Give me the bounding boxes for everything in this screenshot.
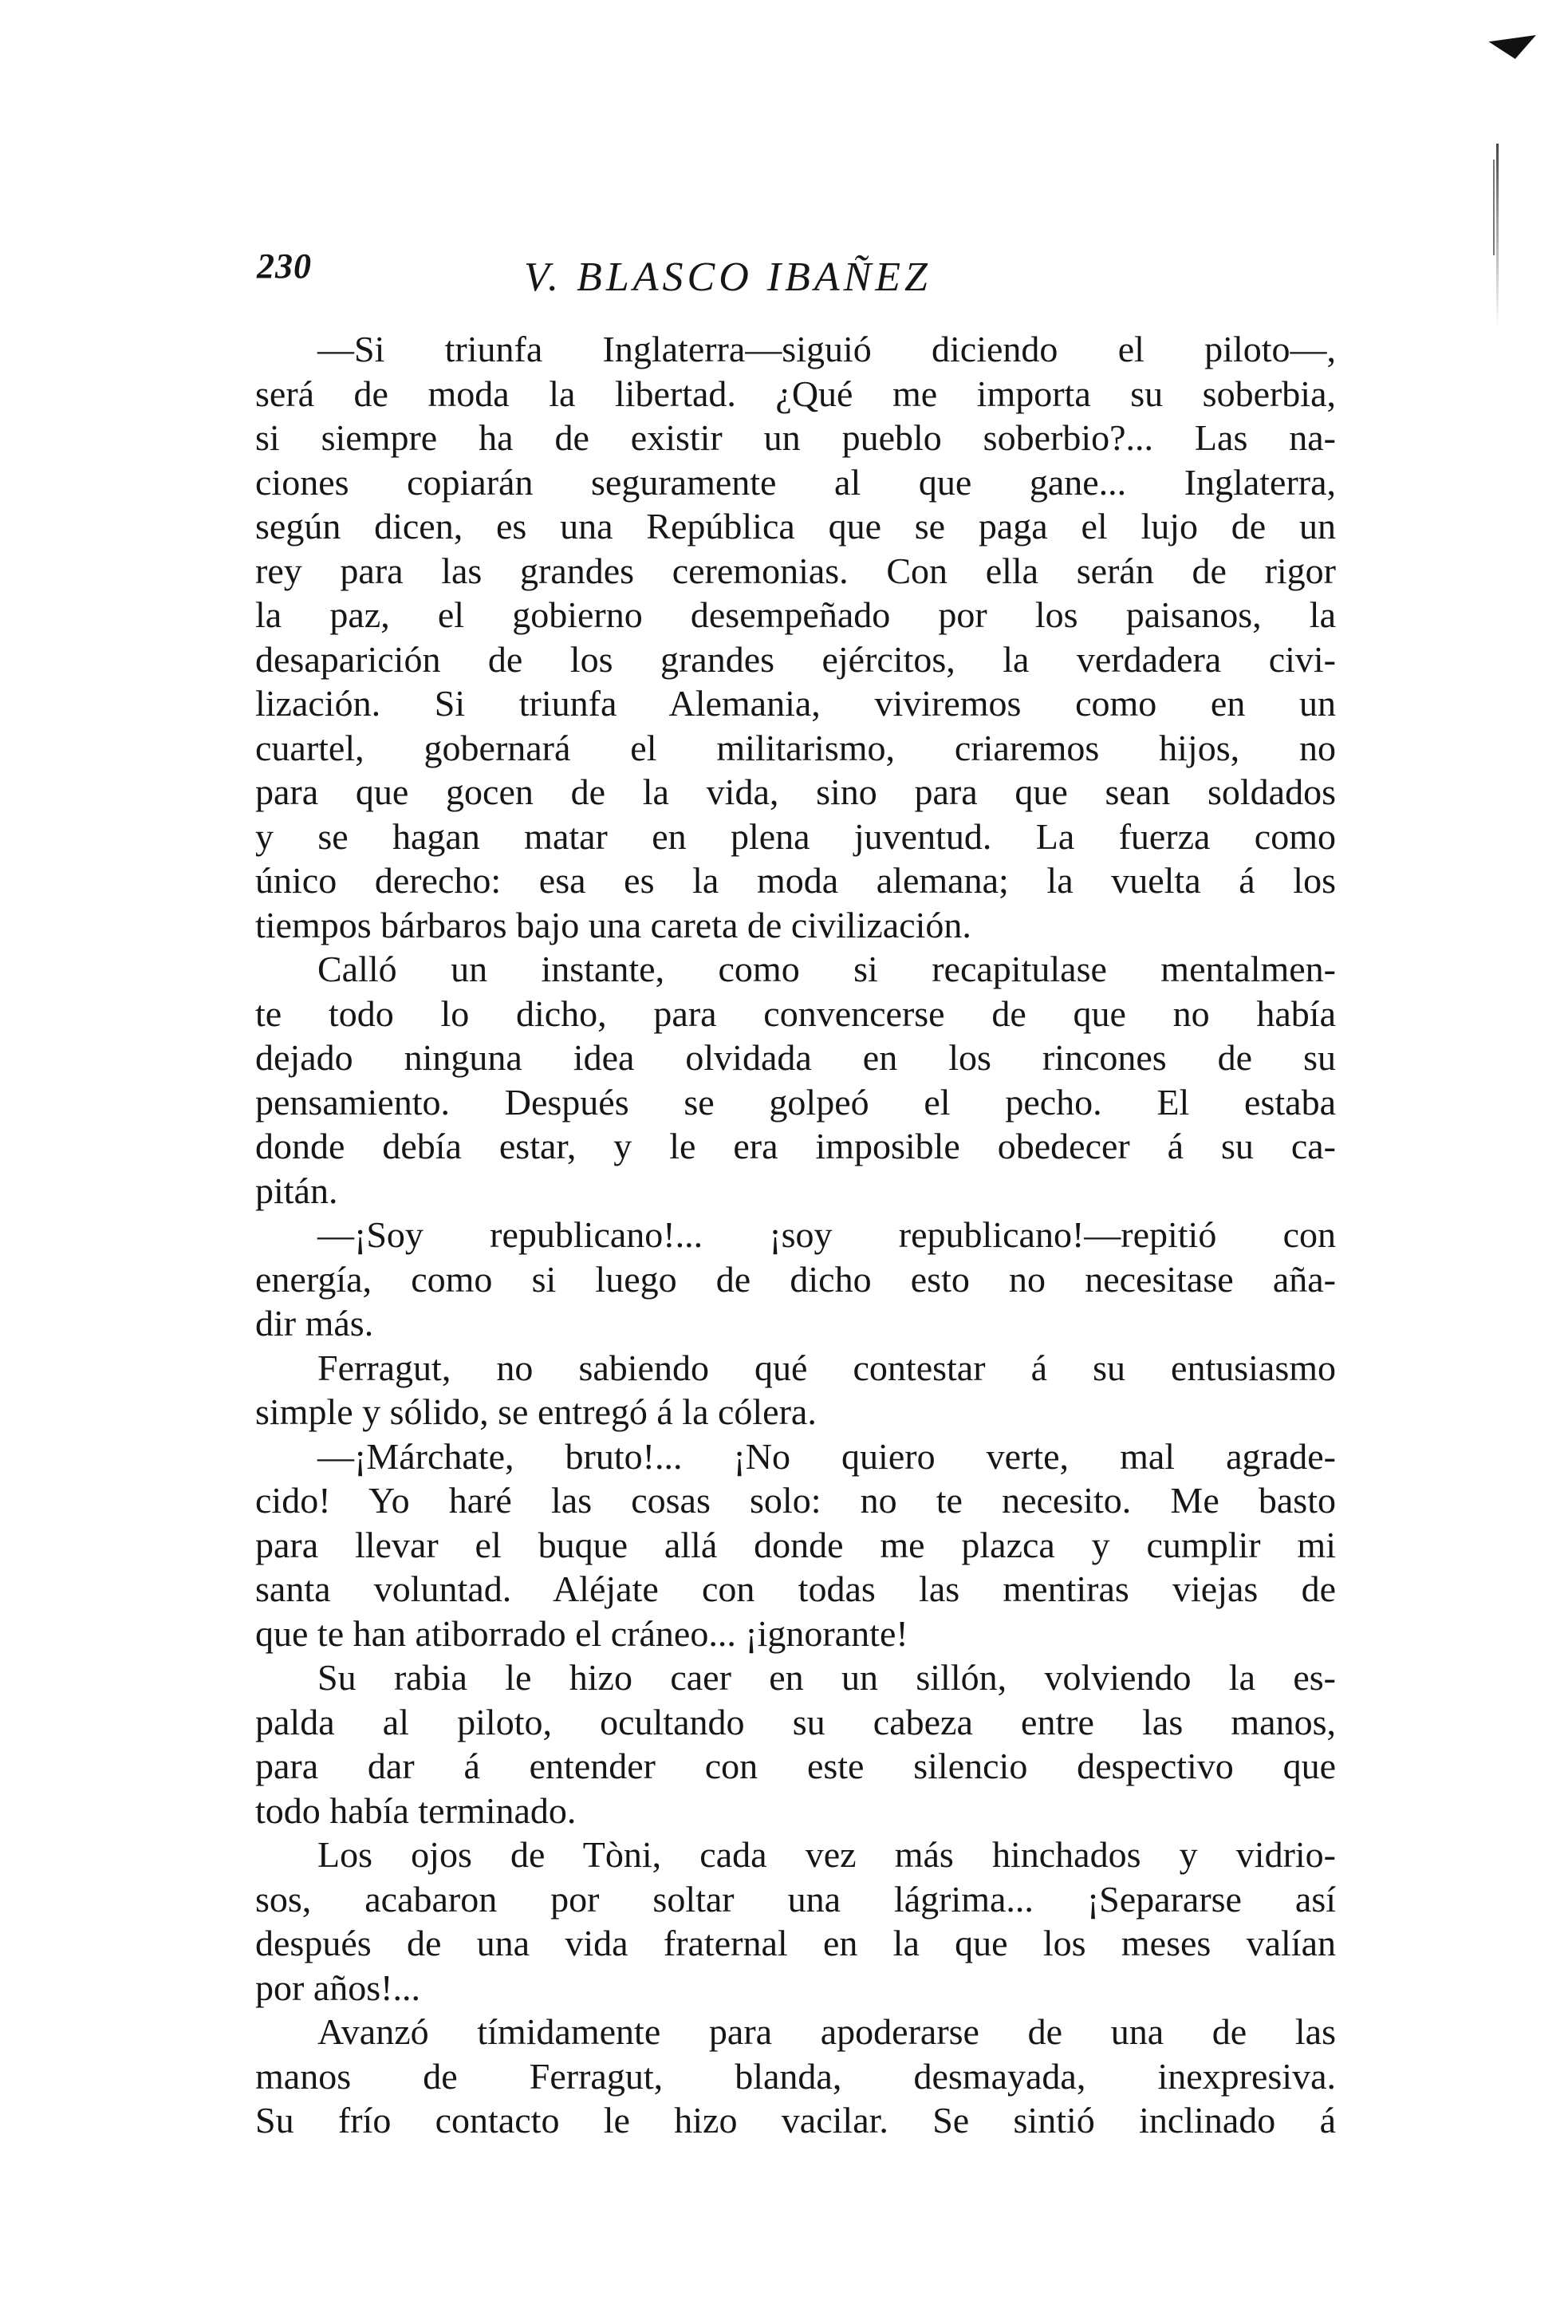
text-line: donde debía estar, y le era imposible obedecer á su ca- <box>255 1126 1336 1166</box>
text-line: dir más. <box>255 1303 374 1344</box>
running-head: V. BLASCO IBAÑEZ <box>524 254 932 300</box>
text-line: será de moda la libertad. ¿Qué me importa su soberbia, <box>255 373 1336 414</box>
text-line: manos de Ferragut, blanda, desmayada, inexpresiva. <box>255 2055 1336 2097</box>
text-line: sos, acabaron por soltar una lágrima... ¡Separarse así <box>255 1878 1336 1920</box>
text-line: Avanzó tímidamente para apoderarse de una de las <box>317 2011 1336 2052</box>
text-line: Ferragut, no sabiendo qué contestar á su entusiasmo <box>317 1347 1336 1388</box>
text-line: —Si triunfa Inglaterra—siguió diciendo el piloto—, <box>317 329 1336 369</box>
page-header <box>257 236 1341 300</box>
text-line: Su frío contacto le hizo vacilar. Se sintió inclinado á <box>255 2100 1336 2141</box>
text-line: pitán. <box>255 1170 338 1211</box>
text-line: —¡Márchate, bruto!... ¡No quiero verte, mal agrade- <box>317 1435 1336 1477</box>
text-line: si siempre ha de existir un pueblo soberbio?... Las na- <box>255 417 1336 458</box>
text-line: Su rabia le hizo caer en un sillón, volviendo la es- <box>317 1657 1336 1698</box>
body-text <box>255 327 1336 2143</box>
text-line: y se hagan matar en plena juventud. La fuerza como <box>255 815 1336 857</box>
text-line: rey para las grandes ceremonias. Con ella serán de rigor <box>255 550 1336 591</box>
text-line: desaparición de los grandes ejércitos, la verdadera civi- <box>255 638 1336 680</box>
text-line: simple y sólido, se entregó á la cólera. <box>255 1391 817 1432</box>
text-line: todo había terminado. <box>255 1789 577 1831</box>
text-line: la paz, el gobierno desempeñado por los paisanos, la <box>255 594 1336 635</box>
text-line: Los ojos de Tòni, cada vez más hinchados y vidrio- <box>317 1834 1336 1875</box>
text-line: Calló un instante, como si recapitulase mentalmen- <box>317 949 1336 989</box>
text-line: lización. Si triunfa Alemania, viviremos como en un <box>255 683 1336 724</box>
text-line: ciones copiarán seguramente al que gane... Inglaterra, <box>255 461 1336 503</box>
text-line: pensamiento. Después se golpeó el pecho. El estaba <box>255 1081 1336 1123</box>
text-line: por años!... <box>255 1967 420 2008</box>
text-line: después de una vida fraternal en la que los meses valían <box>255 1923 1336 1963</box>
scan-edge-line <box>1496 144 1499 327</box>
scan-edge-line-secondary <box>1493 160 1495 255</box>
text-line: que te han atiborrado el cráneo... ¡ignorante! <box>255 1612 908 1654</box>
text-line: —¡Soy republicano!... ¡soy republicano!—repitió con <box>317 1214 1336 1255</box>
text-line: para llevar el buque allá donde me plazca y cumplir mi <box>255 1524 1336 1565</box>
text-line: para que gocen de la vida, sino para que sean soldados <box>255 771 1336 812</box>
text-line: según dicen, es una República que se paga el lujo de un <box>255 506 1336 546</box>
text-line: único derecho: esa es la moda alemana; la vuelta á los <box>255 860 1336 901</box>
text-line: cido! Yo haré las cosas solo: no te necesito. Me basto <box>255 1480 1336 1521</box>
scan-corner-mark <box>1488 35 1538 62</box>
text-line: energía, como si luego de dicho esto no necesitase aña- <box>255 1258 1336 1300</box>
text-line: palda al piloto, ocultando su cabeza entre las manos, <box>255 1701 1336 1742</box>
text-line: para dar á entender con este silencio despectivo que <box>255 1746 1336 1786</box>
text-line: dejado ninguna idea olvidada en los rincones de su <box>255 1037 1336 1078</box>
text-line: tiempos bárbaros bajo una careta de civilización. <box>255 904 971 945</box>
page-number: 230 <box>257 247 312 286</box>
text-line: cuartel, gobernará el militarismo, criaremos hijos, no <box>255 727 1336 768</box>
text-line: santa voluntad. Aléjate con todas las mentiras viejas de <box>255 1568 1336 1609</box>
text-line: te todo lo dicho, para convencerse de que no había <box>255 992 1336 1034</box>
